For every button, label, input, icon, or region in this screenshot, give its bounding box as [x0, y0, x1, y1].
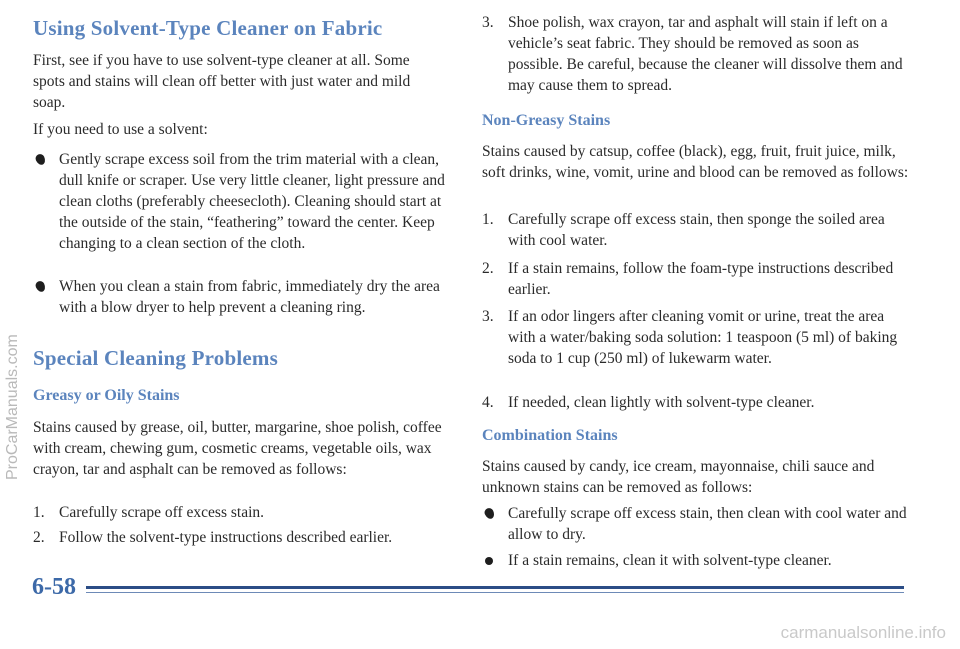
step-text: Carefully scrape off excess stain, then sponge the soiled area with cool water.	[508, 211, 885, 249]
side-watermark-text: ProCarManuals.com	[4, 334, 21, 480]
bottom-watermark: carmanualsonline.info	[780, 623, 946, 642]
bullet-item	[482, 550, 912, 571]
combination-paragraph: Stains caused by candy, ice cream, mayonnaise, chili sauce and unknown stains can be removed as follows:	[482, 458, 875, 496]
step-number: 2.	[33, 529, 45, 546]
footer-rule-thin	[86, 592, 904, 593]
step-number: 4.	[482, 394, 494, 411]
footer-rule	[86, 586, 904, 589]
greasy-paragraph: Stains caused by grease, oil, butter, margarine, shoe polish, coffee with cream, chewing gum, cosmetic creams, vegetable oils, wax crayon, tar and asphalt can be removed as follows:	[33, 419, 442, 478]
list-item	[482, 258, 912, 300]
bullet-text: If a stain remains, clean it with solvent-type cleaner.	[508, 552, 832, 569]
list-item	[482, 12, 912, 96]
heading-solvent-cleaner: Using Solvent-Type Cleaner on Fabric	[33, 16, 383, 40]
list-item	[482, 392, 912, 413]
bullet-item	[33, 149, 453, 254]
step-text: If an odor lingers after cleaning vomit or urine, treat the area with a water/baking soda solution: 1 teaspoon (5 ml) of baking soda to 1 cup (250 ml) of lukewarm water.	[508, 308, 898, 367]
step-text: Carefully scrape off excess stain.	[59, 504, 265, 521]
side-watermark	[0, 0, 26, 649]
step-number: 3.	[482, 14, 494, 31]
non-greasy-paragraph: Stains caused by catsup, coffee (black), egg, fruit, fruit juice, milk, soft drinks, wine, vomit, urine and blood can be removed as follows:	[482, 143, 909, 181]
subheading-non-greasy: Non-Greasy Stains	[482, 112, 611, 129]
bullet-text: When you clean a stain from fabric, immediately dry the area with a blow dryer to help prevent a cleaning ring.	[59, 278, 440, 316]
subheading-greasy: Greasy or Oily Stains	[33, 387, 180, 404]
subheading-combination: Combination Stains	[482, 427, 618, 444]
bullet-text: Carefully scrape off excess stain, then clean with cool water and allow to dry.	[508, 505, 907, 543]
step-number: 1.	[33, 504, 45, 521]
intro-paragraph: First, see if you have to use solvent-type cleaner at all. Some spots and stains will clean off better with just water and mild soap.	[33, 52, 411, 111]
bullet-icon	[485, 557, 493, 565]
bullet-item	[482, 503, 912, 545]
step-text: Follow the solvent-type instructions described earlier.	[59, 529, 393, 546]
step-text: If needed, clean lightly with solvent-type cleaner.	[508, 394, 815, 411]
list-item	[33, 502, 453, 523]
bullet-text: Gently scrape excess soil from the trim material with a clean, dull knife or scraper. Use very little cleaner, light pressure and clean cloths (preferably cheesecloth). Cleaning should start at the outside of the stain, “feathering” toward the center. Keep changing to a clean section of the cloth.	[59, 151, 445, 252]
heading-special-problems: Special Cleaning Problems	[33, 346, 278, 370]
list-item	[482, 306, 912, 369]
step-number: 2.	[482, 260, 494, 277]
list-item	[482, 209, 912, 251]
bullet-item	[33, 276, 453, 318]
solvent-lead-in: If you need to use a solvent:	[33, 121, 208, 138]
step-number: 1.	[482, 211, 494, 228]
page-number: 6-58	[32, 574, 76, 600]
step-text: Shoe polish, wax crayon, tar and asphalt will stain if left on a vehicle’s seat fabric. They should be removed as soon as possible. Be careful, because the cleaner will dissolve them and may cause them to spread.	[508, 14, 903, 94]
list-item	[33, 527, 453, 548]
step-number: 3.	[482, 308, 494, 325]
step-text: If a stain remains, follow the foam-type instructions described earlier.	[508, 260, 894, 298]
